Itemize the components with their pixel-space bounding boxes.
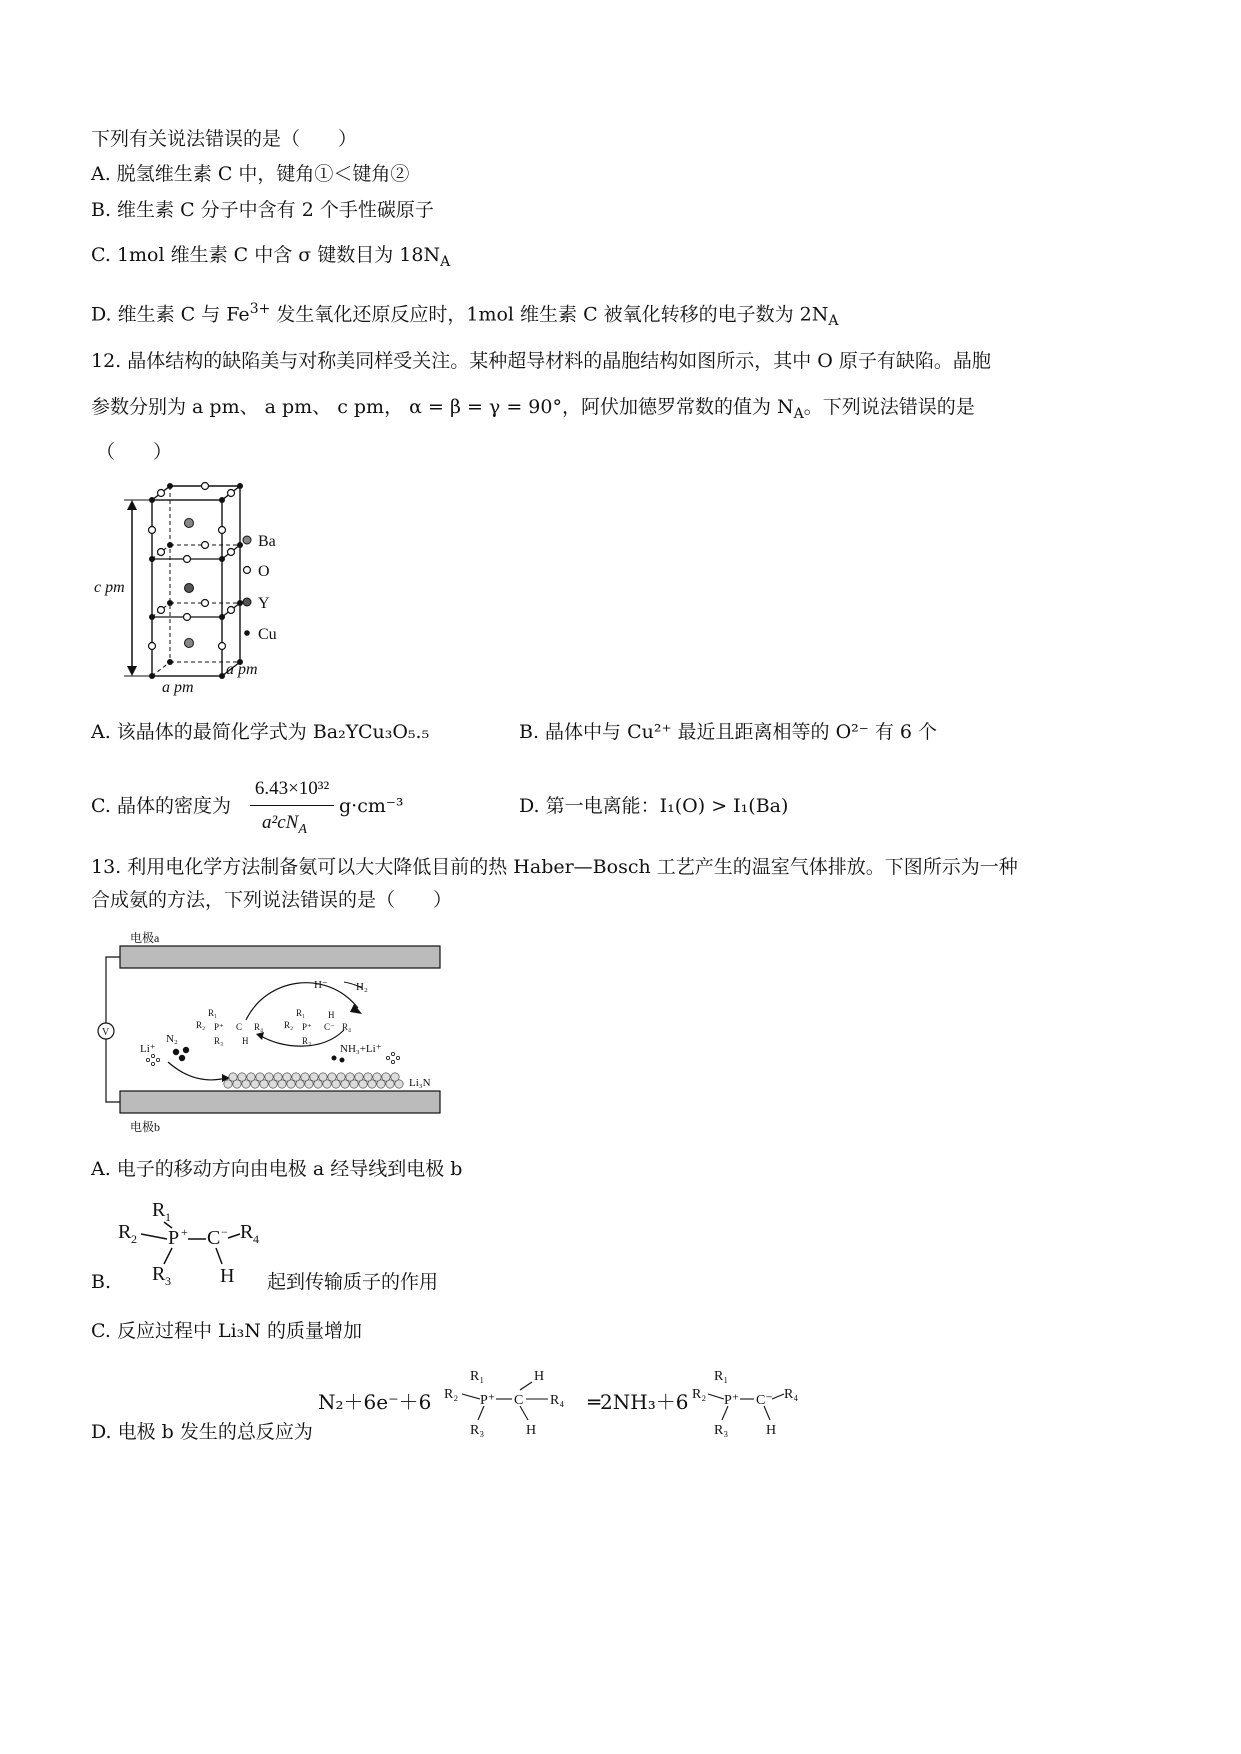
svg-text:P⁺: P⁺ [302,1022,312,1032]
label-a-pm-side: a pm [226,661,258,678]
q13-option-b-label: B. [91,1271,112,1293]
q11-option-c-text: C. 1mol 维生素 C 中含 σ 键数目为 18N [91,244,441,266]
svg-text:R: R [118,1221,132,1243]
svg-text:H: H [526,1423,537,1438]
q13-option-d-equation-left: N₂＋6e⁻＋6 [318,1390,432,1414]
svg-text:P⁺: P⁺ [480,1393,496,1408]
svg-text:C: C [514,1393,524,1408]
q12-stem-line2-text: 参数分别为 a pm、 a pm、 c pm， α = β = γ = 90°，阿伏加德罗常数的值为 N [91,396,794,418]
q13-equation-reactant-structure [440,1364,584,1440]
svg-text:R: R [152,1199,166,1221]
li3n-label: Li₃N [409,1077,431,1089]
nh3-li-label: NH₃+Li⁺ [340,1043,382,1055]
svg-text:R₃: R₃ [714,1423,729,1438]
q11-option-d-sub: A [828,313,839,330]
electrode-a-label: 电极a [130,931,160,945]
electrode-b-label: 电极b [130,1120,161,1134]
q12-option-a: A. 该晶体的最简化学式为 Ba₂YCu₃O₅.₅ [91,721,430,743]
li3n-deposit [224,1073,403,1088]
q13-option-b-structure [112,1196,272,1292]
svg-text:−: − [221,1225,228,1239]
svg-text:4: 4 [253,1232,259,1246]
svg-text:R₄: R₄ [342,1022,352,1032]
svg-text:R₂: R₂ [692,1387,707,1402]
svg-text:P⁺: P⁺ [214,1022,224,1032]
label-c-pm: c pm [94,579,125,596]
electrochemical-cell-figure [96,928,456,1138]
q13-option-d-equation-mid: ═2NH₃＋6 [588,1390,689,1414]
q11-option-c [91,244,450,271]
svg-text:R₄: R₄ [784,1387,799,1402]
q12-option-c-denominator-text: a²cN [262,812,299,833]
q12-stem-line3: （ ） [96,441,173,463]
svg-text:R₁: R₁ [296,1008,306,1018]
h-minus-label: H⁻ [314,979,328,991]
svg-text:H: H [242,1036,249,1046]
svg-text:2: 2 [131,1232,137,1246]
crystal-legend [243,533,277,643]
li-plus-label: Li⁺ [140,1043,156,1055]
q12-option-b: B. 晶体中与 Cu²⁺ 最近且距离相等的 O²⁻ 有 6 个 [519,721,938,743]
svg-text:C: C [236,1022,243,1032]
q11-option-d-pre: D. 维生素 C 与 Fe [91,303,250,326]
svg-text:R₂: R₂ [444,1387,459,1402]
legend-y: Y [258,595,270,612]
q11-option-c-sub: A [440,253,451,270]
crystal-cell-figure [90,478,320,696]
q12-option-c-denominator-sub: A [298,821,307,837]
q11-option-a: A. 脱氢维生素 C 中，键角①＜键角② [91,163,410,185]
svg-text:H: H [766,1423,777,1438]
q11-option-d-sup: 3+ [249,301,271,317]
svg-text:P: P [168,1227,180,1249]
svg-text:R₃: R₃ [470,1423,485,1438]
q13-option-b-text: 起到传输质子的作用 [267,1271,439,1293]
svg-text:R₃: R₃ [214,1036,224,1046]
svg-text:R: R [240,1221,254,1243]
h2-label: H₂ [356,981,368,993]
q11-stem: 下列有关说法错误的是（ ） [91,128,358,150]
svg-text:3: 3 [165,1274,171,1288]
svg-text:R₄: R₄ [550,1393,565,1408]
q13-option-a: A. 电子的移动方向由电极 a 经导线到电极 b [91,1158,463,1180]
q13-equation-product-structure [690,1364,810,1440]
q12-stem-line2-post: 。下列说法错误的是 [803,396,975,418]
svg-text:C: C [207,1227,221,1249]
svg-text:R: R [152,1263,166,1285]
q11-option-d-post: 发生氧化还原反应时，1mol 维生素 C 被氧化转移的电子数为 2N [270,303,829,326]
legend-cu: Cu [258,626,277,643]
svg-text:R₁: R₁ [714,1369,729,1384]
q13-stem-line2: 合成氨的方法，下列说法错误的是（ ） [91,889,453,911]
label-a-pm-bottom: a pm [162,679,194,696]
voltmeter-label: V [102,1027,110,1038]
svg-text:R₁: R₁ [208,1008,218,1018]
svg-text:R₁: R₁ [470,1369,485,1384]
svg-text:H: H [534,1369,545,1384]
svg-text:H: H [328,1010,335,1020]
svg-text:H: H [220,1265,235,1287]
q11-option-d [91,301,839,330]
svg-text:P⁺: P⁺ [724,1393,740,1408]
legend-ba: Ba [258,533,276,550]
q12-stem-line2-sub: A [793,405,804,422]
q13-option-c: C. 反应过程中 Li₃N 的质量增加 [91,1320,362,1342]
n2-label: N₂ [166,1033,178,1045]
q13-stem-line1: 13. 利用电化学方法制备氨可以大大降低目前的热 Haber—Bosch 工艺产生的温室气体排放。下图所示为一种 [91,856,1018,878]
q11-option-b: B. 维生素 C 分子中含有 2 个手性碳原子 [91,199,434,221]
q13-option-d: D. 电极 b 发生的总反应为 [91,1421,313,1443]
q12-option-c-label: C. 晶体的密度为 [91,795,231,817]
q12-option-c-denominator [262,812,307,839]
svg-text:R₃: R₃ [302,1036,312,1046]
svg-text:C⁻: C⁻ [324,1022,335,1032]
electrode-b [120,1091,440,1113]
q12-stem-line2 [91,396,975,423]
svg-text:R₂: R₂ [196,1020,206,1030]
svg-text:C⁻: C⁻ [756,1393,773,1408]
svg-text:R₂: R₂ [284,1020,294,1030]
q12-option-c-fraction-bar [250,805,334,806]
q12-option-c-numerator: 6.43×10³² [254,778,330,799]
legend-o: O [258,563,270,580]
phosphonium-ylide-sketches [196,1008,351,1046]
q12-option-d: D. 第一电离能：I₁(O) > I₁(Ba) [519,795,789,817]
svg-text:R₄: R₄ [254,1022,264,1032]
electrode-a [120,946,440,968]
q12-option-c-unit: g·cm⁻³ [339,795,404,817]
svg-text:+: + [181,1225,188,1239]
q12-stem-line1: 12. 晶体结构的缺陷美与对称美同样受关注。某种超导材料的晶胞结构如图所示，其中 O 原子有缺陷。晶胞 [91,350,991,372]
svg-text:1: 1 [165,1210,171,1224]
